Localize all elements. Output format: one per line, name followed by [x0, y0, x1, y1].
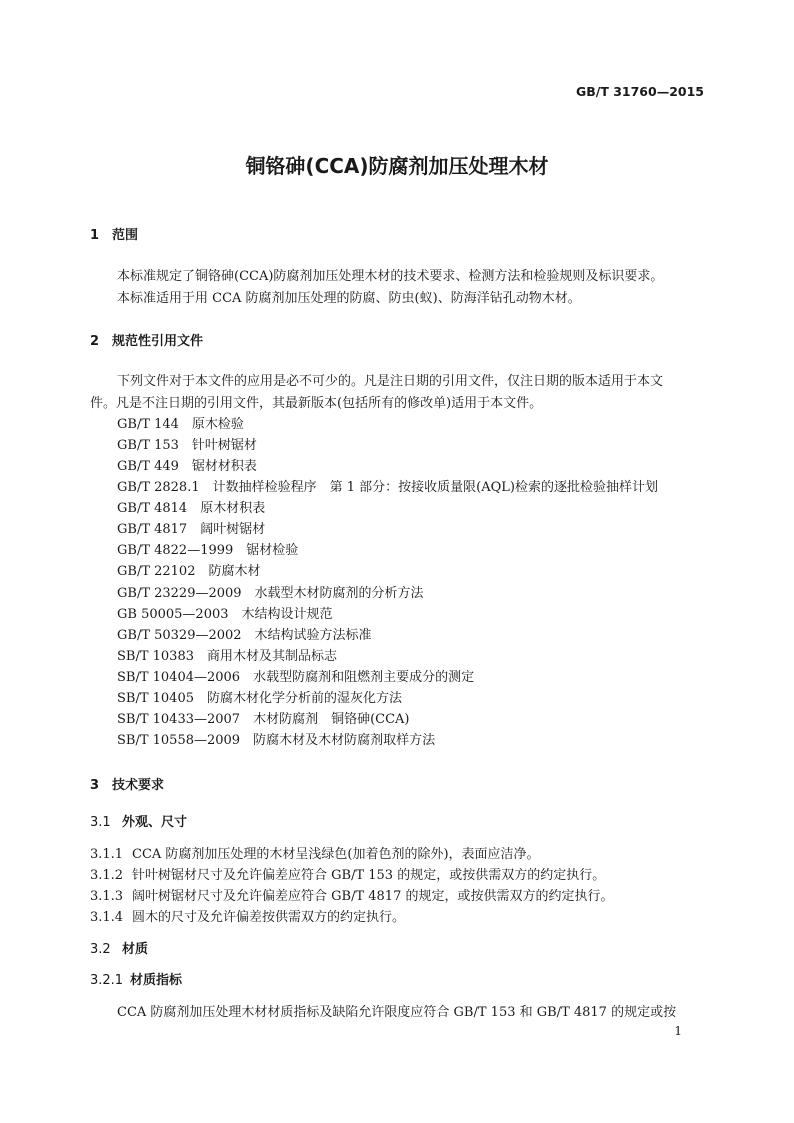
clause-3-1-1	[90, 843, 540, 862]
clause-number: 3.1.2	[90, 868, 124, 883]
paragraph: 本标准适用于用 CCA 防腐剂加压处理的防腐、防虫(蚁)、防海洋钻孔动物木材。	[117, 291, 581, 306]
section-title: 范围	[112, 228, 139, 243]
reference-item: SB/T 10383 商用木材及其制品标志	[117, 649, 337, 664]
reference-item: GB 50005—2003 木结构设计规范	[117, 607, 333, 622]
section-3-heading	[90, 774, 164, 793]
clause-text: CCA 防腐剂加压处理的木材呈浅绿色(加着色剂的除外)，表面应洁净。	[132, 847, 540, 862]
clause-number: 3.1.4	[90, 910, 124, 925]
clause-number: 3.1.3	[90, 889, 124, 904]
reference-item: GB/T 4817 阔叶树锯材	[117, 522, 266, 537]
clause-number: 3.1.1	[90, 847, 124, 862]
section-number: 2	[90, 334, 100, 349]
subsection-title: 材质指标	[130, 973, 183, 988]
reference-item: SB/T 10558—2009 防腐木材及木材防腐剂取样方法	[117, 733, 436, 748]
reference-item: SB/T 10404—2006 水载型防腐剂和阻燃剂主要成分的测定	[117, 670, 475, 685]
section-number: 1	[90, 228, 100, 243]
reference-item: GB/T 2828.1 计数抽样检验程序 第 1 部分：按接收质量限(AQL)检索的逐批检验抽样计划	[117, 480, 658, 495]
clause-text: 针叶树锯材尺寸及允许偏差应符合 GB/T 153 的规定，或按供需双方的约定执行。	[132, 868, 606, 883]
paragraph: 下列文件对于本文件的应用是必不可少的。凡是注日期的引用文件，仅注日期的版本适用于本文	[117, 374, 664, 389]
reference-item: GB/T 4822—1999 锯材检验	[117, 543, 299, 558]
reference-item: GB/T 449 锯材材积表	[117, 459, 257, 474]
reference-item: GB/T 4814 原木材积表	[117, 501, 266, 516]
reference-item: SB/T 10433—2007 木材防腐剂 铜铬砷(CCA)	[117, 712, 410, 727]
subsection-3-2-heading	[90, 938, 148, 957]
section-title: 规范性引用文件	[112, 334, 204, 349]
subsection-number: 3.1	[90, 815, 111, 830]
section-2-heading	[90, 330, 203, 349]
reference-item: GB/T 50329—2002 木结构试验方法标准	[117, 628, 372, 643]
paragraph-continuation: 件。凡是不注日期的引用文件，其最新版本(包括所有的修改单)适用于本文件。	[90, 396, 543, 411]
subsection-number: 3.2	[90, 942, 111, 957]
clause-3-1-3	[90, 885, 613, 904]
clause-text: 圆木的尺寸及允许偏差按供需双方的约定执行。	[132, 910, 406, 925]
page-number: 1	[674, 1024, 682, 1038]
document-title: 铜铬砷(CCA)防腐剂加压处理木材	[245, 154, 549, 178]
standard-number: GB/T 31760—2015	[575, 84, 704, 99]
subsection-3-2-1-heading	[90, 969, 182, 988]
reference-item: GB/T 144 原木检验	[117, 417, 244, 432]
paragraph: 本标准规定了铜铬砷(CCA)防腐剂加压处理木材的技术要求、检测方法和检验规则及标识要求。	[117, 269, 664, 284]
paragraph: CCA 防腐剂加压处理木材材质指标及缺陷允许限度应符合 GB/T 153 和 GB/T 4817 的规定或按	[117, 1005, 677, 1020]
reference-item: GB/T 22102 防腐木材	[117, 564, 261, 579]
clause-3-1-2	[90, 864, 605, 883]
subsection-title: 材质	[122, 942, 149, 957]
section-1-heading	[90, 224, 138, 243]
clause-3-1-4	[90, 906, 405, 925]
subsection-3-1-heading	[90, 811, 187, 830]
subsection-title: 外观、尺寸	[122, 815, 188, 830]
reference-item: GB/T 153 针叶树锯材	[117, 438, 257, 453]
section-number: 3	[90, 778, 100, 793]
reference-item: GB/T 23229—2009 水载型木材防腐剂的分析方法	[117, 586, 424, 601]
section-title: 技术要求	[112, 778, 165, 793]
subsection-number: 3.2.1	[90, 973, 124, 988]
reference-item: SB/T 10405 防腐木材化学分析前的湿灰化方法	[117, 691, 402, 706]
clause-text: 阔叶树锯材尺寸及允许偏差应符合 GB/T 4817 的规定，或按供需双方的约定执行。	[132, 889, 614, 904]
